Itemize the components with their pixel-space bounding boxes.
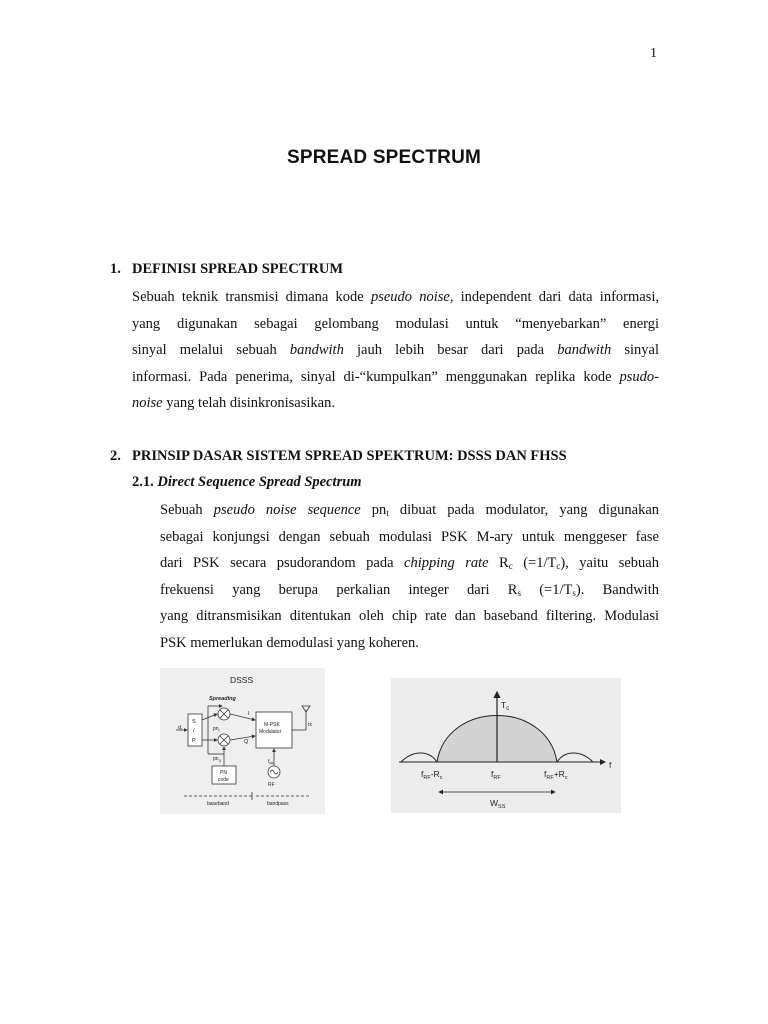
subsection-2-1-title: Direct Sequence Spread Spectrum bbox=[157, 474, 362, 490]
rf-label: RF bbox=[268, 782, 275, 788]
spectrum-diagram-svg bbox=[391, 678, 621, 813]
para2-line-3: dari PSK secara psudorandom pada chipping rate $R_c$ $(=1/T_c)$, yaitu sebuah bbox=[160, 555, 659, 572]
sp-s: S bbox=[192, 719, 196, 725]
tx-label: tx bbox=[308, 722, 312, 728]
center-freq-label: $f_{RF}$ bbox=[491, 769, 501, 781]
dsss-block-diagram bbox=[160, 668, 325, 814]
sp-slash: / bbox=[193, 728, 195, 734]
dsss-diagram-svg bbox=[160, 668, 325, 814]
section-2-number: 2. bbox=[110, 448, 121, 464]
tc-label: $T_c$ bbox=[501, 700, 510, 712]
baseband-label: baseband bbox=[207, 801, 229, 807]
section-2-heading bbox=[110, 448, 567, 465]
wss-label: $W_{SS}$ bbox=[490, 798, 506, 810]
pn-code-line-1: PN bbox=[220, 770, 227, 776]
para1-line-2: yang digunakan sebagai gelombang modulasi untuk “menyebarkan” energi bbox=[132, 315, 659, 332]
section-1-number: 1. bbox=[110, 261, 121, 277]
section-2-1-paragraph bbox=[160, 497, 659, 657]
q-label: Q bbox=[244, 739, 249, 745]
para2-line-4: frekuensi yang berupa perkalian integer dari $R_s$ $(=1/T_s)$. Bandwith bbox=[160, 581, 659, 598]
frf-label: $f_{RF}$ bbox=[268, 759, 275, 766]
para1-line-4: informasi. Pada penerima, sinyal di-“kumpulkan” menggunakan replika kode psudo- bbox=[132, 368, 659, 385]
page-number: 1 bbox=[650, 46, 657, 61]
right-freq-label: $f_{RF}+R_c$ bbox=[544, 769, 568, 781]
pni-label: $pn_i$ bbox=[213, 726, 220, 733]
dsss-title: DSSS bbox=[230, 675, 254, 685]
page-title: SPREAD SPECTRUM bbox=[286, 147, 482, 168]
para2-line-2: sebagai konjungsi dengan sebuah modulasi PSK M-ary untuk menggeser fase bbox=[160, 528, 659, 545]
section-2-title: PRINSIP DASAR SISTEM SPREAD SPEKTRUM: DSSS DAN FHSS bbox=[132, 448, 567, 464]
f-axis-label: f bbox=[609, 760, 612, 770]
left-freq-label: $f_{RF}-R_c$ bbox=[421, 769, 443, 781]
right-side-lobe bbox=[557, 753, 593, 762]
section-1-heading bbox=[110, 261, 343, 278]
subsection-2-1-number: 2.1. bbox=[132, 474, 154, 490]
para1-line-1: Sebuah teknik transmisi dimana kode pseudo noise, independent dari data informasi, bbox=[132, 289, 659, 305]
bandpass-label: bandpass bbox=[267, 801, 289, 807]
sp-p: P bbox=[192, 738, 196, 744]
modulator-line-1: M-PSK bbox=[264, 722, 280, 728]
subsection-2-1-heading bbox=[132, 474, 362, 491]
para1-line-5: noise yang telah disinkronisasikan. bbox=[132, 395, 335, 412]
pnq-label: $pn_q$ bbox=[213, 756, 221, 763]
di-label: $d_i$ bbox=[178, 725, 182, 732]
section-1-paragraph bbox=[132, 284, 659, 417]
modulator-line-2: Modulator bbox=[259, 729, 282, 735]
para1-line-3: sinyal melalui sebuah bandwith jauh lebih besar dari pada bandwith sinyal bbox=[132, 342, 660, 359]
left-side-lobe bbox=[401, 753, 437, 762]
section-1-title: DEFINISI SPREAD SPECTRUM bbox=[132, 261, 344, 277]
spreading-label: Spreading bbox=[209, 696, 236, 702]
i-label: I bbox=[248, 711, 250, 717]
pn-code-line-2: code bbox=[218, 777, 229, 783]
para2-line-5: yang ditransmisikan ditentukan oleh chip rate dan baseband filtering. Modulasi bbox=[160, 608, 659, 625]
para2-line-1: Sebuah pseudo noise sequence $pn_t$ dibuat pada modulator, yang digunakan bbox=[160, 502, 660, 518]
spread-spectrum-diagram bbox=[391, 678, 621, 813]
para2-line-6: PSK memerlukan demodulasi yang koheren. bbox=[160, 634, 419, 651]
